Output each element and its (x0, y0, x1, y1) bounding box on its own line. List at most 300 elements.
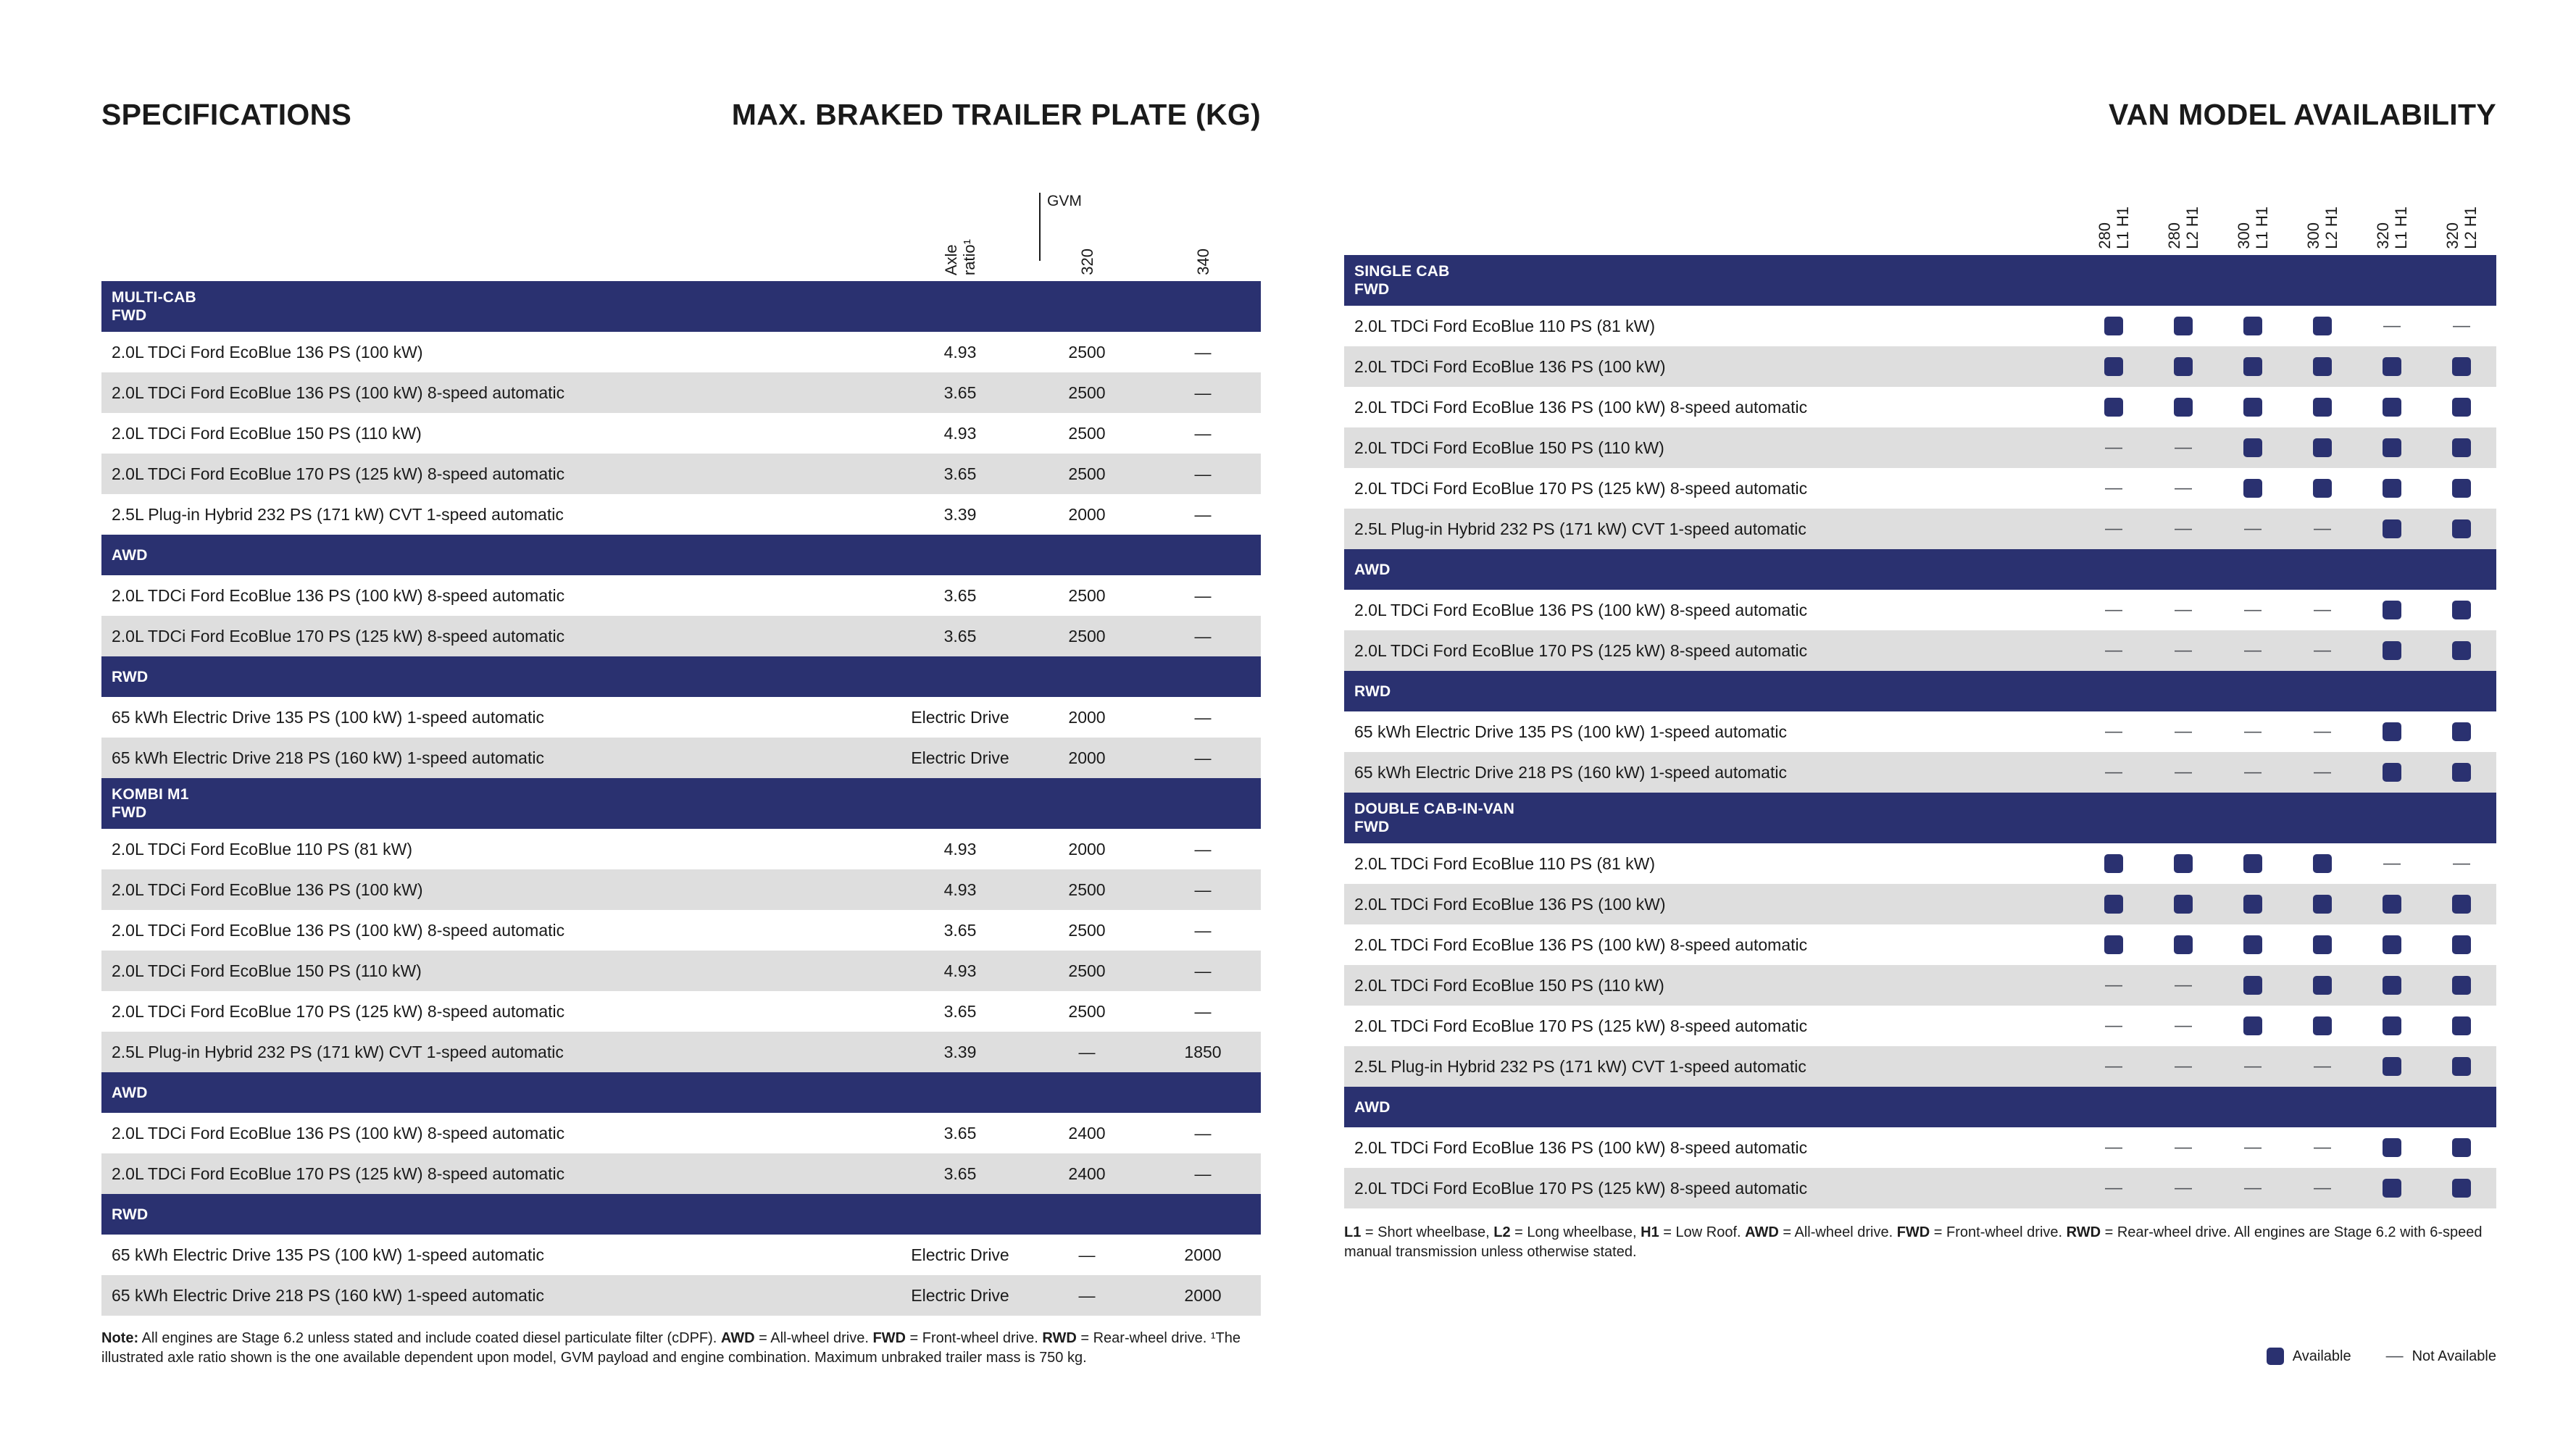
model-column-label-line: 320 (2443, 222, 2462, 249)
availability-cell (2288, 895, 2357, 914)
availability-cell (2218, 357, 2288, 376)
availability-cell (2427, 1016, 2496, 1035)
availability-cell (2427, 1057, 2496, 1076)
not-available-dash: — (2175, 1016, 2192, 1035)
table-row (1344, 1168, 2496, 1208)
section-header (1344, 255, 2496, 306)
available-icon (2313, 438, 2332, 457)
not-available-dash: — (2105, 975, 2122, 995)
available-icon (2243, 935, 2262, 954)
availability-cell (2427, 976, 2496, 995)
axle-ratio-value: 4.93 (943, 880, 977, 899)
section-header (101, 281, 1261, 332)
availability-cell (2079, 601, 2148, 619)
availability-cell (2148, 854, 2218, 873)
axle-ratio-value: Electric Drive (911, 1285, 1009, 1305)
availability-cell (2357, 1179, 2427, 1198)
model-column-label (2443, 206, 2480, 249)
availability-cell (2218, 520, 2288, 538)
axle-ratio-label-line: ratio¹ (960, 238, 978, 275)
note-text: = Rear-wheel drive. ¹The illustrated axle ratio shown is the one available dependent upon model, GVM payload and engine combination. Maximum unbraked trailer mass is 750 kg. (101, 1330, 1241, 1366)
gvm-column-label: 340 (1193, 249, 1212, 275)
available-icon (2104, 398, 2123, 417)
available-icon (2243, 1016, 2262, 1035)
not-available-dash: — (2105, 762, 2122, 782)
not-available-dash: — (2453, 316, 2470, 335)
engine-label: 2.5L Plug-in Hybrid 232 PS (171 kW) CVT 1-speed automatic (1354, 1056, 1806, 1076)
available-icon (2452, 763, 2471, 782)
not-available-dash: — (2383, 316, 2401, 335)
gvm-340-value: — (1194, 707, 1212, 727)
availability-cell (2288, 976, 2357, 995)
available-icon (2174, 317, 2193, 335)
availability-cell (2288, 520, 2357, 538)
gvm-320-value: 2500 (1068, 920, 1106, 940)
available-icon (2313, 976, 2332, 995)
section-header (101, 1194, 1261, 1235)
availability-cell (2148, 1058, 2218, 1075)
gvm-320-value: 2000 (1068, 839, 1106, 859)
table-row (1344, 427, 2496, 468)
available-icon (2243, 317, 2262, 335)
table-row (101, 1235, 1261, 1275)
availability-cell (2427, 641, 2496, 660)
model-column-label-line: L1 H1 (2253, 206, 2271, 249)
gvm-340-value: — (1194, 342, 1212, 362)
availability-cell (2079, 977, 2148, 994)
trailer-note (101, 1329, 1261, 1368)
note-text: L2 (1493, 1224, 1511, 1240)
availability-cell (2427, 601, 2496, 619)
axle-ratio-value: 3.65 (943, 1164, 977, 1183)
engine-label: 65 kWh Electric Drive 218 PS (160 kW) 1-speed automatic (1354, 762, 1787, 782)
availability-cell (2427, 722, 2496, 741)
page-title: SPECIFICATIONS (101, 98, 352, 131)
availability-cell (2079, 895, 2148, 914)
availability-cell (2357, 398, 2427, 417)
section-title: KOMBI M1 (112, 786, 189, 803)
available-icon (2383, 763, 2401, 782)
section-title: RWD (112, 668, 149, 685)
table-row (101, 1113, 1261, 1153)
availability-cell (2079, 723, 2148, 740)
engine-label: 2.0L TDCi Ford EcoBlue 110 PS (81 kW) (1354, 316, 1656, 335)
legend (1344, 1348, 2496, 1365)
note-text: RWD (2066, 1224, 2101, 1240)
engine-label: 65 kWh Electric Drive 218 PS (160 kW) 1-speed automatic (112, 748, 544, 767)
available-icon (2104, 854, 2123, 873)
availability-cell (2079, 1058, 2148, 1075)
available-icon (2383, 601, 2401, 619)
availability-cell (2427, 519, 2496, 538)
not-available-dash: — (2244, 1137, 2262, 1157)
available-icon (2313, 398, 2332, 417)
axle-ratio-value: 3.65 (943, 626, 977, 646)
gvm-320-value: — (1078, 1042, 1096, 1061)
available-icon (2452, 1016, 2471, 1035)
availability-cell (2079, 480, 2148, 497)
available-icon (2452, 641, 2471, 660)
availability-cell (2357, 855, 2427, 872)
engine-label: 2.0L TDCi Ford EcoBlue 110 PS (81 kW) (112, 839, 413, 859)
table-row (101, 372, 1261, 413)
availability-cell (2288, 438, 2357, 457)
gvm-320-value: 2400 (1068, 1164, 1106, 1183)
axle-ratio-value: Electric Drive (911, 707, 1009, 727)
available-icon (2313, 357, 2332, 376)
available-icon (2104, 317, 2123, 335)
axle-ratio-value: 3.65 (943, 1001, 977, 1021)
gvm-340-value: — (1194, 1001, 1212, 1021)
gvm-340-value: 1850 (1184, 1042, 1222, 1061)
availability-cell (2148, 1017, 2218, 1035)
availability-cell (2427, 357, 2496, 376)
not-available-dash: — (2175, 600, 2192, 619)
not-available-dash: — (2105, 519, 2122, 538)
note-text: FWD (1896, 1224, 1930, 1240)
note-text: = All-wheel drive. (754, 1330, 873, 1346)
availability-cell (2218, 764, 2288, 781)
available-icon (2243, 976, 2262, 995)
availability-cell (2218, 854, 2288, 873)
axle-ratio-value: 3.65 (943, 464, 977, 483)
axle-ratio-value: 3.65 (943, 383, 977, 402)
availability-cell (2079, 1017, 2148, 1035)
engine-label: 2.0L TDCi Ford EcoBlue 150 PS (110 kW) (112, 961, 422, 980)
available-icon (2383, 895, 2401, 914)
table-row (1344, 1006, 2496, 1046)
gvm-340-value: 2000 (1184, 1285, 1222, 1305)
availability-cell (2427, 1138, 2496, 1157)
available-icon (2313, 317, 2332, 335)
axle-ratio-value: 4.93 (943, 342, 977, 362)
table-row (1344, 590, 2496, 630)
available-icon (2383, 1057, 2401, 1076)
availability-cell (2218, 976, 2288, 995)
availability-cell (2357, 763, 2427, 782)
availability-cell (2357, 1016, 2427, 1035)
available-icon (2383, 976, 2401, 995)
axle-ratio-column-header (891, 239, 1029, 281)
gvm-column-label: 320 (1077, 249, 1096, 275)
table-row (101, 910, 1261, 951)
available-icon (2452, 1138, 2471, 1157)
engine-label: 2.5L Plug-in Hybrid 232 PS (171 kW) CVT 1-speed automatic (1354, 519, 1806, 538)
note-text: All engines are Stage 6.2 unless stated and include coated diesel particulate filter (cDPF). (138, 1330, 721, 1346)
gvm-320-value: 2500 (1068, 464, 1106, 483)
not-available-dash: — (2244, 762, 2262, 782)
availability-cell (2148, 764, 2218, 781)
not-available-dash: — (2314, 1137, 2331, 1157)
engine-label: 2.0L TDCi Ford EcoBlue 170 PS (125 kW) 8-speed automatic (112, 626, 565, 646)
availability-table (1344, 255, 2496, 1208)
section-header (1344, 671, 2496, 711)
model-column-header (2079, 206, 2148, 255)
axle-ratio-value: 3.65 (943, 585, 977, 605)
availability-cell (2357, 722, 2427, 741)
table-row (101, 1275, 1261, 1316)
availability-cell (2288, 601, 2357, 619)
table-row (1344, 711, 2496, 752)
note-text: = Short wheelbase, (1361, 1224, 1494, 1240)
available-icon (2383, 357, 2401, 376)
availability-cell (2148, 480, 2218, 497)
availability-cell (2357, 1138, 2427, 1157)
gvm-340-value: — (1194, 464, 1212, 483)
availability-cell (2218, 479, 2288, 498)
trailer-table (101, 281, 1261, 1316)
available-icon (2313, 854, 2332, 873)
available-icon (2383, 1179, 2401, 1198)
not-available-dash: — (2175, 1178, 2192, 1198)
axle-ratio-value: Electric Drive (911, 748, 1009, 767)
not-available-dash: — (2175, 1137, 2192, 1157)
not-available-dash: — (2105, 1016, 2122, 1035)
not-available-dash: — (2105, 1178, 2122, 1198)
model-column-header (2218, 206, 2288, 255)
table-row (1344, 468, 2496, 509)
table-row (101, 494, 1261, 535)
availability-cell (2357, 317, 2427, 335)
not-available-dash: — (2175, 438, 2192, 457)
available-icon (2383, 722, 2401, 741)
note-text: L1 (1344, 1224, 1362, 1240)
gvm-340-value: — (1194, 585, 1212, 605)
availability-cell (2288, 642, 2357, 659)
availability-table-title: VAN MODEL AVAILABILITY (2108, 98, 2496, 131)
engine-label: 2.0L TDCi Ford EcoBlue 170 PS (125 kW) 8-speed automatic (112, 464, 565, 483)
availability-cell (2218, 1179, 2288, 1197)
not-available-dash: — (2314, 600, 2331, 619)
availability-cell (2079, 935, 2148, 954)
model-column-label-line: L1 H1 (2114, 206, 2132, 249)
gvm-340-value: — (1194, 626, 1212, 646)
axle-ratio-value: 3.65 (943, 920, 977, 940)
gvm-320-value: 2000 (1068, 748, 1106, 767)
availability-cell (2148, 317, 2218, 335)
table-row (101, 1032, 1261, 1072)
not-available-dash: — (2105, 640, 2122, 660)
available-icon (2383, 479, 2401, 498)
availability-cell (2218, 601, 2288, 619)
table-row (1344, 630, 2496, 671)
right-title-row (1344, 94, 2496, 132)
availability-cell (2288, 1058, 2357, 1075)
availability-footnote (1344, 1223, 2496, 1262)
engine-label: 2.0L TDCi Ford EcoBlue 136 PS (100 kW) 8-speed automatic (1354, 1137, 1808, 1157)
table-row (1344, 752, 2496, 793)
available-icon (2243, 357, 2262, 376)
not-available-dash: — (2105, 438, 2122, 457)
section-title: SINGLE CAB (1354, 263, 1450, 280)
available-icon (2383, 1138, 2401, 1157)
availability-cell (2218, 642, 2288, 659)
engine-label: 65 kWh Electric Drive 135 PS (100 kW) 1-speed automatic (112, 1245, 544, 1264)
engine-label: 2.0L TDCi Ford EcoBlue 136 PS (100 kW) (1354, 894, 1666, 914)
not-available-dash: — (2453, 853, 2470, 873)
gvm-340-value: — (1194, 1123, 1212, 1143)
engine-label: 2.0L TDCi Ford EcoBlue 110 PS (81 kW) (1354, 853, 1656, 873)
model-column-header (2288, 206, 2357, 255)
availability-cell (2079, 764, 2148, 781)
model-column-label-line: 320 (2374, 222, 2392, 249)
gvm-340-value: — (1194, 383, 1212, 402)
availability-cell (2427, 855, 2496, 872)
available-icon (2383, 398, 2401, 417)
gvm-340-value: — (1194, 920, 1212, 940)
availability-cell (2218, 1016, 2288, 1035)
engine-label: 2.0L TDCi Ford EcoBlue 170 PS (125 kW) 8-speed automatic (1354, 1178, 1808, 1198)
not-available-dash: — (2175, 640, 2192, 660)
availability-cell (2148, 601, 2218, 619)
note-text: Note: (101, 1330, 139, 1346)
available-icon (2452, 722, 2471, 741)
section-title: AWD (112, 1084, 148, 1101)
engine-label: 65 kWh Electric Drive 135 PS (100 kW) 1-speed automatic (1354, 722, 1787, 741)
not-available-dash-icon: — (2385, 1346, 2404, 1366)
gvm-320-value: 2500 (1068, 961, 1106, 980)
axle-ratio-label-line: Axle (942, 244, 960, 275)
gvm-320-value: 2500 (1068, 423, 1106, 443)
note-text: = Low Roof. (1659, 1224, 1746, 1240)
table-row (101, 332, 1261, 372)
engine-label: 2.5L Plug-in Hybrid 232 PS (171 kW) CVT 1-speed automatic (112, 504, 564, 524)
engine-label: 2.0L TDCi Ford EcoBlue 150 PS (110 kW) (1354, 975, 1664, 995)
axle-ratio-value: 3.39 (943, 1042, 977, 1061)
available-icon (2174, 935, 2193, 954)
available-icon (2383, 438, 2401, 457)
engine-label: 2.0L TDCi Ford EcoBlue 136 PS (100 kW) 8-speed automatic (1354, 600, 1808, 619)
engine-label: 2.0L TDCi Ford EcoBlue 170 PS (125 kW) 8-speed automatic (1354, 1016, 1808, 1035)
available-icon (2452, 398, 2471, 417)
availability-cell (2357, 479, 2427, 498)
gvm-320-value: — (1078, 1285, 1096, 1305)
section-subtitle: FWD (1354, 281, 1390, 298)
note-text: = Long wheelbase, (1510, 1224, 1641, 1240)
not-available-dash: — (2175, 722, 2192, 741)
note-text: AWD (720, 1330, 755, 1346)
not-available-dash: — (2175, 1056, 2192, 1076)
note-text: = Rear-wheel drive. All engines are Stage 6.2 with 6-speed manual transmission unless otherwise stated. (1344, 1224, 2483, 1260)
engine-label: 2.0L TDCi Ford EcoBlue 170 PS (125 kW) 8-speed automatic (1354, 640, 1808, 660)
engine-label: 2.0L TDCi Ford EcoBlue 170 PS (125 kW) 8-speed automatic (1354, 478, 1808, 498)
table-row (1344, 884, 2496, 924)
section-header (1344, 1087, 2496, 1127)
legend-not-available-label: Not Available (2412, 1348, 2496, 1364)
availability-cell (2288, 854, 2357, 873)
not-available-dash: — (2175, 975, 2192, 995)
availability-cell (2288, 1179, 2357, 1197)
availability-cell (2148, 439, 2218, 456)
available-icon (2174, 895, 2193, 914)
availability-cell (2427, 763, 2496, 782)
availability-cell (2218, 317, 2288, 335)
availability-cell (2427, 935, 2496, 954)
axle-ratio-value: 3.65 (943, 1123, 977, 1143)
availability-cell (2427, 317, 2496, 335)
gvm-column-header (1145, 249, 1261, 281)
availability-cell (2288, 764, 2357, 781)
table-row (1344, 1127, 2496, 1168)
not-available-dash: — (2314, 1178, 2331, 1198)
availability-cell (2079, 317, 2148, 335)
not-available-dash: — (2244, 1056, 2262, 1076)
availability-cell (2218, 438, 2288, 457)
availability-cell (2427, 895, 2496, 914)
availability-cell (2148, 520, 2218, 538)
not-available-dash: — (2105, 1137, 2122, 1157)
availability-cell (2148, 723, 2218, 740)
table-row (101, 738, 1261, 778)
available-icon (2243, 895, 2262, 914)
model-column-header (2148, 206, 2218, 255)
not-available-dash: — (2244, 519, 2262, 538)
table-row (1344, 924, 2496, 965)
engine-label: 2.0L TDCi Ford EcoBlue 150 PS (110 kW) (112, 423, 422, 443)
table-row (101, 829, 1261, 869)
availability-cell (2148, 1179, 2218, 1197)
gvm-320-value: 2000 (1068, 707, 1106, 727)
not-available-dash: — (2244, 1178, 2262, 1198)
section-subtitle: FWD (112, 307, 147, 324)
availability-cell (2148, 1139, 2218, 1156)
available-icon (2452, 935, 2471, 954)
available-icon (2452, 976, 2471, 995)
not-available-dash: — (2314, 1056, 2331, 1076)
availability-cell (2079, 854, 2148, 873)
available-icon (2452, 1057, 2471, 1076)
gvm-340-value: — (1194, 504, 1212, 524)
trailer-table-title: MAX. BRAKED TRAILER PLATE (KG) (731, 98, 1261, 131)
section-title: MULTI-CAB (112, 289, 196, 306)
model-column-label-line: L2 H1 (2183, 206, 2201, 249)
availability-cell (2288, 935, 2357, 954)
axle-ratio-value: 4.93 (943, 839, 977, 859)
table-row (1344, 1046, 2496, 1087)
model-column-label-line: L2 H1 (2322, 206, 2341, 249)
availability-cell (2357, 601, 2427, 619)
available-icon (2452, 519, 2471, 538)
availability-cell (2357, 976, 2427, 995)
availability-cell (2357, 357, 2427, 376)
availability-column-headers (1344, 161, 2496, 255)
availability-cell (2357, 895, 2427, 914)
gvm-320-value: 2500 (1068, 342, 1106, 362)
table-row (1344, 965, 2496, 1006)
available-icon (2243, 479, 2262, 498)
section-header (1344, 549, 2496, 590)
available-icon (2313, 479, 2332, 498)
availability-cell (2079, 642, 2148, 659)
available-icon (2383, 935, 2401, 954)
model-column-header (2427, 206, 2496, 255)
model-column-label-line: L1 H1 (2392, 206, 2410, 249)
section-title: RWD (1354, 682, 1391, 700)
engine-label: 2.0L TDCi Ford EcoBlue 170 PS (125 kW) 8-speed automatic (112, 1001, 565, 1021)
availability-cell (2427, 398, 2496, 417)
availability-cell (2079, 1179, 2148, 1197)
section-header (101, 535, 1261, 575)
availability-cell (2288, 317, 2357, 335)
not-available-dash: — (2105, 478, 2122, 498)
available-icon (2243, 398, 2262, 417)
available-icon (2383, 519, 2401, 538)
availability-cell (2148, 398, 2218, 417)
table-row (101, 869, 1261, 910)
table-row (101, 413, 1261, 454)
table-row (101, 1153, 1261, 1194)
engine-label: 2.0L TDCi Ford EcoBlue 136 PS (100 kW) (1354, 356, 1666, 376)
